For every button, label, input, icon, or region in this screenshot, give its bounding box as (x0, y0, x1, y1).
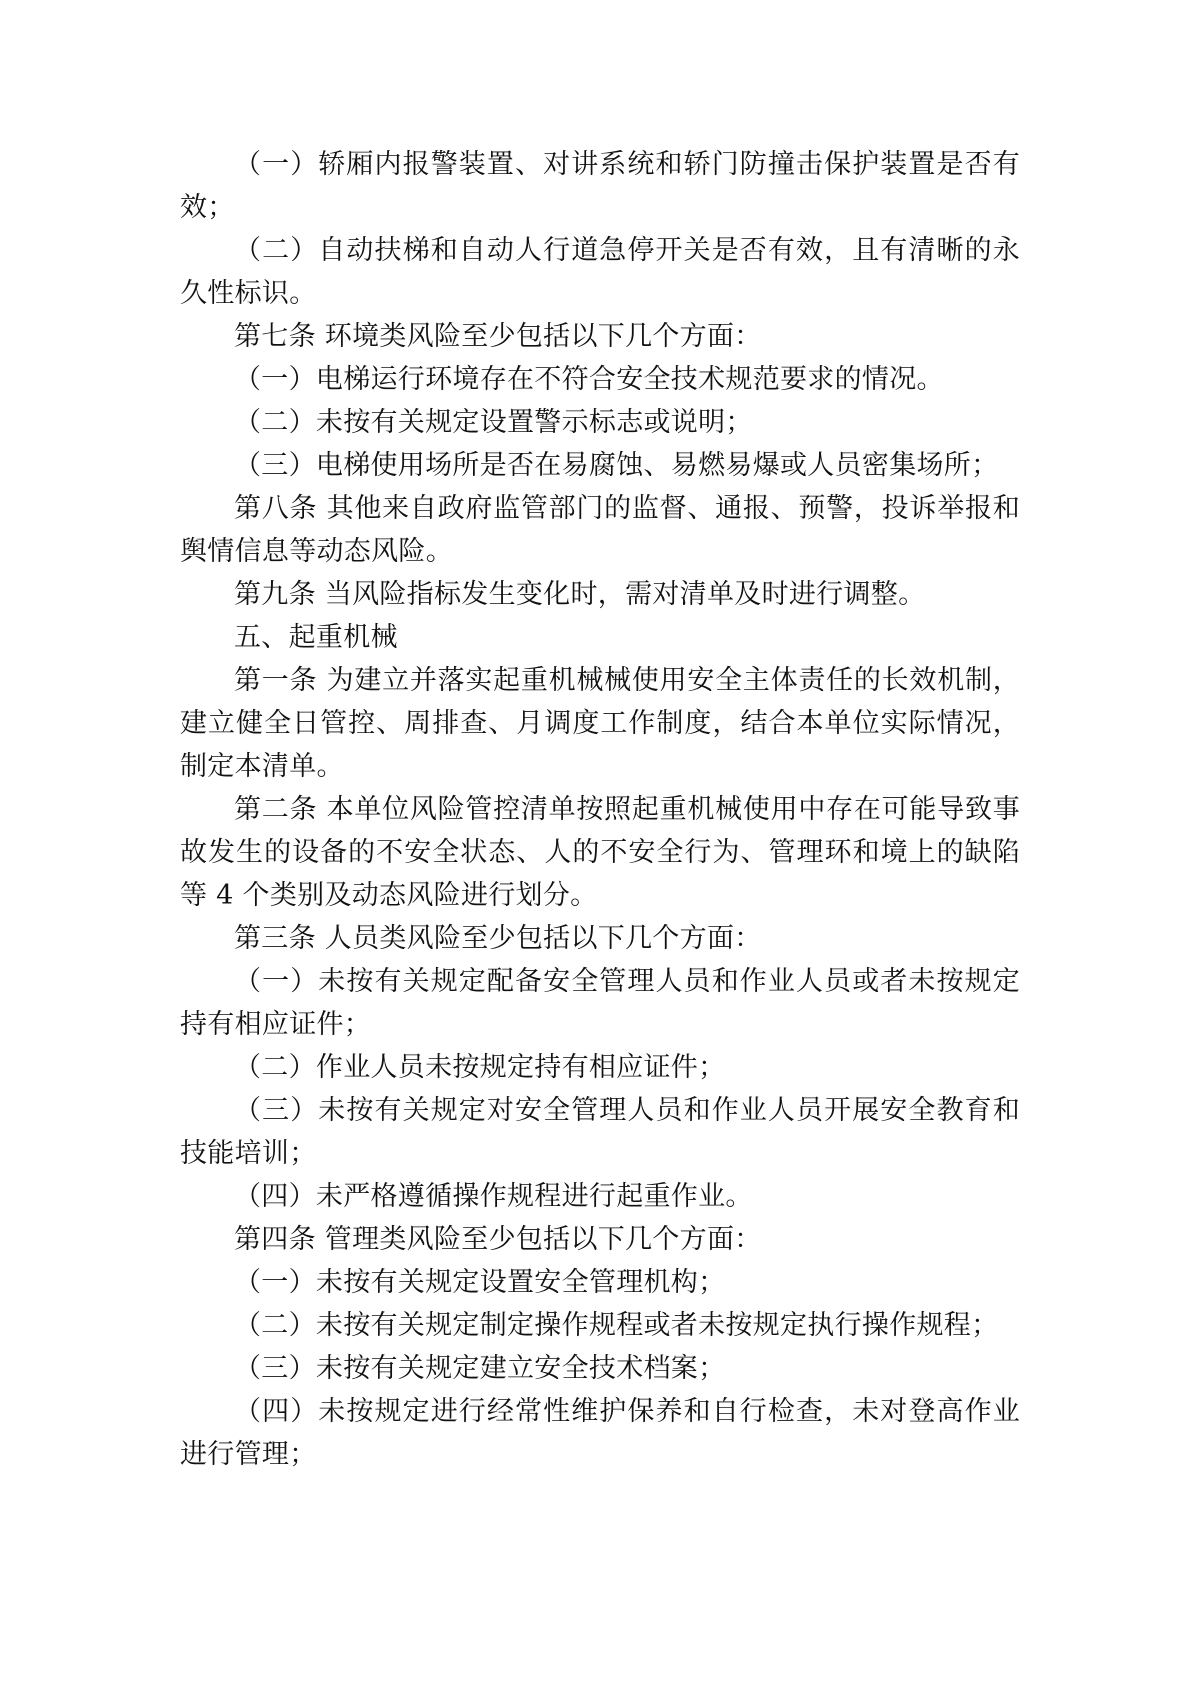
article-heading: 第三条 人员类风险至少包括以下几个方面： (234, 923, 762, 954)
paragraph: （二）未按有关规定制定操作规程或者未按规定执行操作规程； (234, 1310, 999, 1341)
paragraph: （三）电梯使用场所是否在易腐蚀、易燃易爆或人员密集场所； (234, 450, 999, 481)
section-heading: 五、起重机械 (234, 622, 398, 653)
paragraph: （二）未按有关规定设置警示标志或说明； (234, 407, 753, 438)
paragraph: （二）作业人员未按规定持有相应证件； (234, 1052, 726, 1083)
paragraph: （四）未按规定进行经常性维护保养和自行检查，未对登高作业进行管理； (180, 1396, 1020, 1470)
paragraph: （一）轿厢内报警装置、对讲系统和轿门防撞击保护装置是否有效； (180, 149, 1020, 223)
paragraph: （四）未严格遵循操作规程进行起重作业。 (234, 1181, 753, 1212)
article-paragraph: 第八条 其他来自政府监管部门的监督、通报、预警，投诉举报和舆情信息等动态风险。 (180, 493, 1020, 567)
article-heading: 第四条 管理类风险至少包括以下几个方面： (234, 1224, 762, 1255)
paragraph: （三）未按有关规定建立安全技术档案； (234, 1353, 726, 1384)
paragraph: （三）未按有关规定对安全管理人员和作业人员开展安全教育和技能培训； (180, 1095, 1020, 1169)
article-paragraph: 第二条 本单位风险管控清单按照起重机械使用中存在可能导致事故发生的设备的不安全状态、人的不安全行为、管理环和境上的缺陷等 4 个类别及动态风险进行划分。 (180, 794, 1020, 911)
article-paragraph: 第九条 当风险指标发生变化时，需对清单及时进行调整。 (234, 579, 926, 610)
document-page (180, 143, 1020, 1476)
paragraph: （一）未按有关规定设置安全管理机构； (234, 1267, 726, 1298)
paragraph: （一）未按有关规定配备安全管理人员和作业人员或者未按规定持有相应证件； (180, 966, 1020, 1040)
paragraph: （二）自动扶梯和自动人行道急停开关是否有效，且有清晰的永久性标识。 (180, 235, 1020, 309)
article-paragraph: 第一条 为建立并落实起重机械械使用安全主体责任的长效机制，建立健全日管控、周排查、月调度工作制度，结合本单位实际情况，制定本清单。 (180, 665, 1020, 782)
paragraph: （一）电梯运行环境存在不符合安全技术规范要求的情况。 (234, 364, 944, 395)
article-heading: 第七条 环境类风险至少包括以下几个方面： (234, 321, 762, 352)
